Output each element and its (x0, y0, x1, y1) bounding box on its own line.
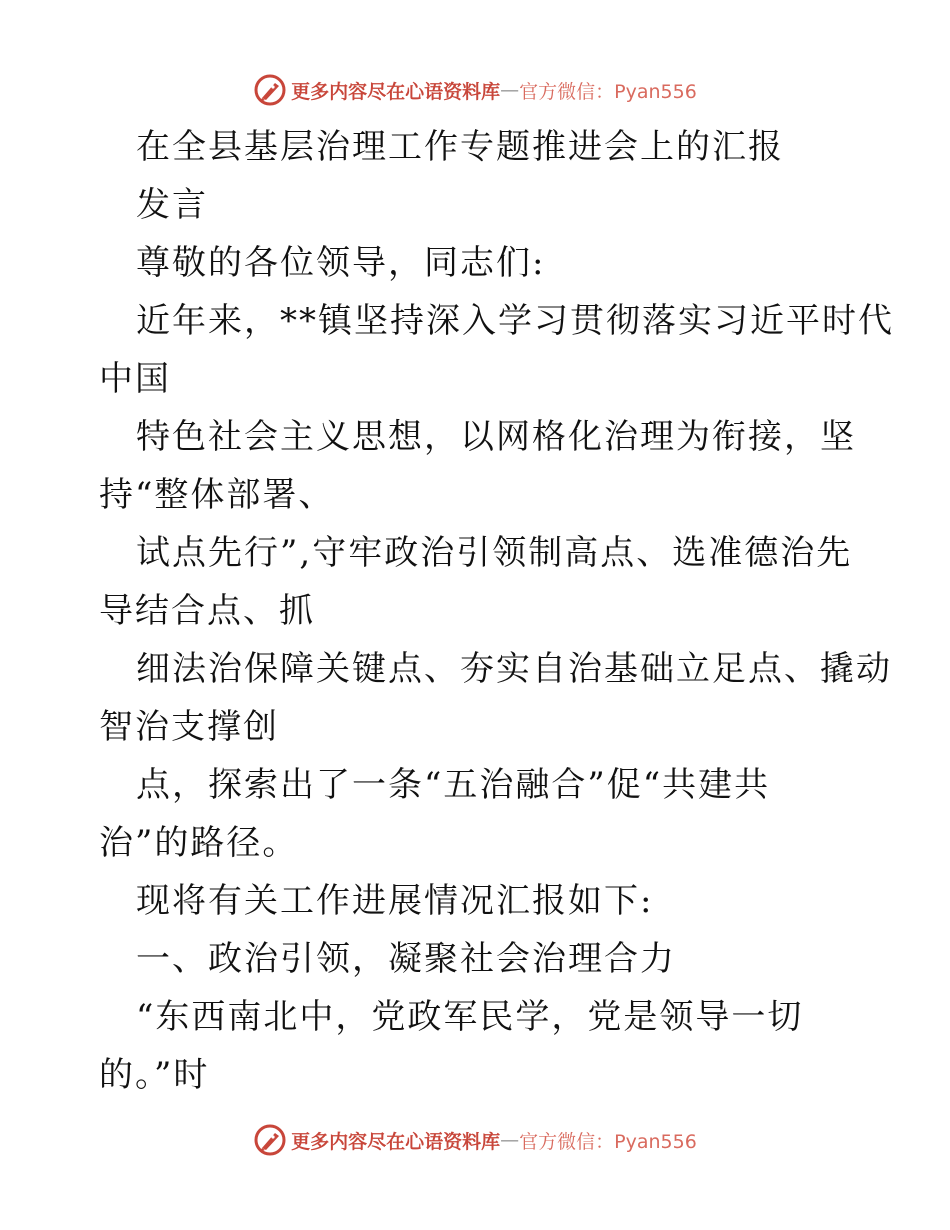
document-line: 点，探索出了一条“五治融合”促“共建共 (136, 765, 771, 805)
document-line: 导结合点、抓 (99, 591, 315, 631)
footer-watermark-banner (0, 1122, 950, 1158)
banner-text: 更多内容尽在心语资料库 (291, 80, 501, 103)
banner-wechat: 官方微信：Pyan556 (519, 1130, 697, 1153)
banner-wechat: 官方微信：Pyan556 (519, 80, 697, 103)
document-line: 中国 (99, 359, 171, 399)
header-watermark-banner (0, 72, 950, 108)
banner-separator: — (500, 79, 520, 101)
document-line: 的。”时 (99, 1055, 210, 1095)
document-line: 近年来，**镇坚持深入学习贯彻落实习近平时代 (136, 301, 894, 341)
document-line: “东西南北中，党政军民学，党是领导一切 (136, 997, 804, 1037)
document-line: 尊敬的各位领导，同志们: (136, 243, 546, 283)
document-line: 持“整体部署、 (99, 475, 335, 515)
banner-text: 更多内容尽在心语资料库 (291, 1130, 501, 1153)
document-line: 细法治保障关键点、夯实自治基础立足点、撬动 (136, 649, 892, 689)
document-line: 治”的路径。 (99, 823, 299, 863)
document-line: 一、政治引领，凝聚社会治理合力 (136, 939, 676, 979)
document-line: 现将有关工作进展情况汇报如下: (136, 881, 654, 921)
pen-logo-icon (253, 1123, 287, 1157)
document-line: 发言 (136, 185, 208, 225)
banner-separator: — (500, 1129, 520, 1151)
document-line: 特色社会主义思想，以网格化治理为衔接，坚 (136, 417, 856, 457)
document-body (99, 118, 894, 1104)
document-line: 在全县基层治理工作专题推进会上的汇报 (136, 127, 784, 167)
document-line: 智治支撑创 (99, 707, 279, 747)
pen-logo-icon (253, 73, 287, 107)
document-line: 试点先行”,守牢政治引领制高点、选准德治先 (136, 533, 853, 573)
